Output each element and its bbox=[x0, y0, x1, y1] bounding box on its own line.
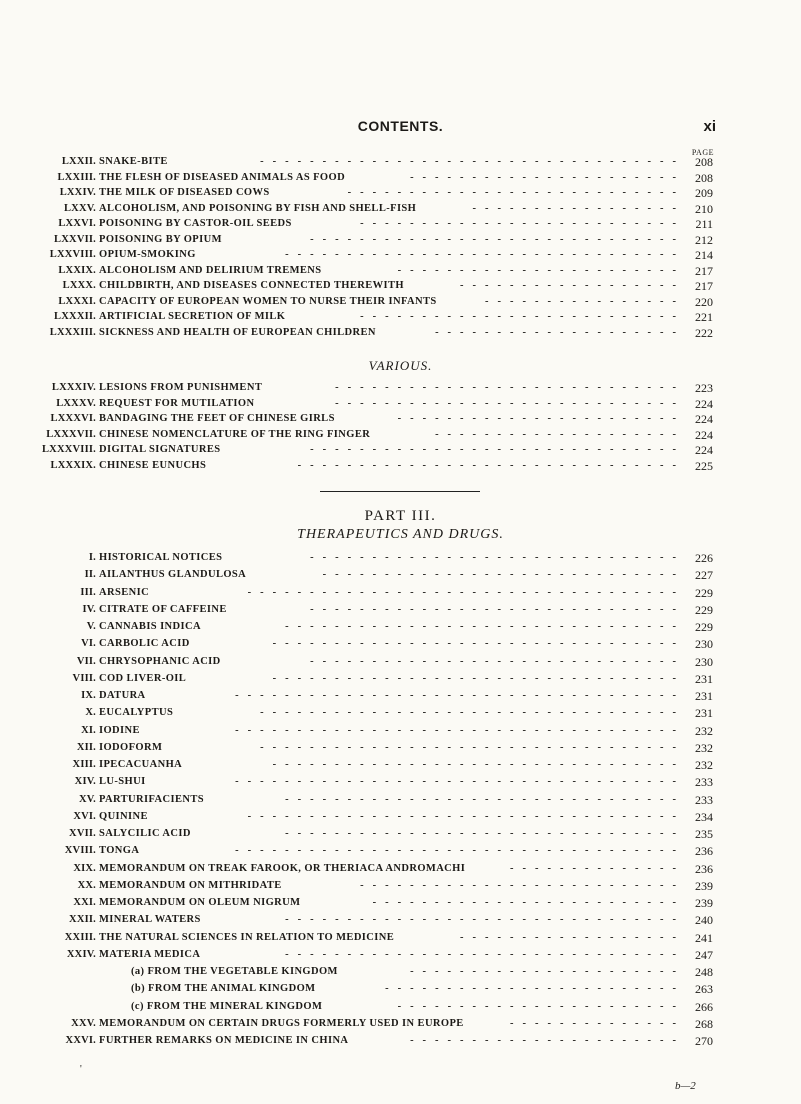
part-subtitle: THERAPEUTICS AND DRUGS. bbox=[297, 527, 504, 542]
leader-dots: ---------------------- bbox=[410, 966, 685, 977]
leader-dots: ---------------------------------- bbox=[260, 707, 685, 719]
entry-number: XXIV. bbox=[66, 948, 96, 960]
entry-title: PARTURIFACIENTS bbox=[99, 793, 205, 805]
contents-entry bbox=[0, 636, 801, 652]
page-header bbox=[0, 118, 801, 140]
entry-page: 247 bbox=[695, 947, 713, 962]
entry-number: LXXXI. bbox=[58, 295, 96, 307]
contents-entry bbox=[0, 826, 801, 842]
entry-number: X. bbox=[85, 707, 96, 719]
contents-entry bbox=[0, 154, 801, 170]
contents-entry bbox=[0, 619, 801, 635]
contents-entry bbox=[0, 757, 801, 773]
entry-page: 234 bbox=[695, 809, 713, 824]
entry-page: 229 bbox=[695, 585, 713, 600]
entry-title: SNAKE-BITE bbox=[99, 156, 168, 167]
contents-entry bbox=[0, 792, 801, 808]
entry-title: DATURA bbox=[99, 690, 146, 701]
leader-dots: ------------------------- bbox=[372, 897, 685, 908]
entry-number: LXXIX. bbox=[58, 264, 96, 276]
entry-page: 241 bbox=[695, 930, 713, 945]
entry-page: 211 bbox=[695, 217, 713, 231]
leader-dots: --------------------------------- bbox=[272, 759, 685, 770]
entry-page: 230 bbox=[695, 654, 713, 669]
contents-entry bbox=[0, 278, 801, 294]
entry-page: 225 bbox=[695, 458, 713, 473]
leader-dots: ------------------ bbox=[460, 931, 685, 943]
entry-page: 239 bbox=[695, 878, 713, 893]
entry-number: LXXII. bbox=[61, 156, 96, 167]
entry-number: LXXVII. bbox=[54, 233, 96, 245]
contents-entry bbox=[0, 170, 801, 186]
entry-number: IX. bbox=[81, 690, 96, 701]
entry-title: OPIUM-SMOKING bbox=[99, 249, 196, 260]
entry-title: IPECACUANHA bbox=[99, 759, 183, 770]
entry-number: LXXVIII. bbox=[49, 249, 96, 260]
entry-number: XXV. bbox=[71, 1017, 96, 1029]
entry-title: (c) FROM THE MINERAL KINGDOM bbox=[131, 1000, 323, 1012]
entry-title: CARBOLIC ACID bbox=[99, 638, 190, 650]
leader-dots: ---------------- bbox=[485, 295, 685, 307]
contents-entry bbox=[0, 396, 801, 412]
entry-number: XXVI. bbox=[65, 1035, 96, 1046]
entry-number: LXXXV. bbox=[56, 397, 96, 409]
leader-dots: ----------------------- bbox=[397, 264, 685, 276]
entry-number: I. bbox=[88, 552, 96, 563]
leader-dots: ---------------------------------- bbox=[260, 741, 685, 753]
leader-dots: ------------------------------ bbox=[310, 552, 685, 563]
page-column-label: PAGE bbox=[691, 148, 714, 157]
entry-page: 226 bbox=[695, 551, 713, 565]
contents-entry bbox=[0, 309, 801, 325]
entry-page: 263 bbox=[695, 982, 713, 997]
entry-page: 240 bbox=[695, 913, 713, 928]
entry-number: XV. bbox=[78, 793, 96, 805]
contents-entry bbox=[0, 427, 801, 443]
entry-title: AILANTHUS GLANDULOSA bbox=[99, 569, 247, 581]
contents-entry bbox=[0, 947, 801, 963]
contents-entry bbox=[0, 458, 801, 474]
contents-entry bbox=[0, 247, 801, 263]
contents-entry bbox=[0, 895, 801, 911]
contents-entry bbox=[0, 1033, 801, 1049]
entry-title: LESIONS FROM PUNISHMENT bbox=[99, 382, 263, 393]
entry-number: XVII. bbox=[69, 828, 96, 839]
entry-page: 233 bbox=[695, 775, 713, 790]
contents-entry bbox=[0, 705, 801, 721]
entry-page: 222 bbox=[695, 325, 713, 340]
entry-title: THE NATURAL SCIENCES IN RELATION TO MEDICINE bbox=[99, 931, 395, 943]
entry-page: 229 bbox=[695, 620, 713, 634]
leader-dots: --------------------------- bbox=[347, 187, 685, 198]
entry-title: CANNABIS INDICA bbox=[99, 621, 201, 632]
entry-title: POISONING BY CASTOR-OIL SEEDS bbox=[99, 218, 292, 229]
entry-page: 232 bbox=[695, 740, 713, 755]
leader-dots: ----------------------- bbox=[397, 413, 685, 424]
entry-number: XIX. bbox=[73, 862, 96, 874]
entry-title: DIGITAL SIGNATURES bbox=[99, 444, 221, 455]
leader-dots: -------------------- bbox=[435, 326, 685, 338]
entry-title: MEMORANDUM ON TREAK FAROOK, OR THERIACA ANDROMACHI bbox=[99, 862, 466, 874]
entry-title: IODOFORM bbox=[99, 741, 163, 753]
contents-entry bbox=[0, 201, 801, 217]
entry-number: LXXXVII. bbox=[46, 428, 96, 440]
contents-entry bbox=[0, 671, 801, 687]
leader-dots: ------------------------ bbox=[385, 983, 685, 995]
entry-number: XXII. bbox=[69, 914, 96, 926]
entry-page: 230 bbox=[695, 637, 713, 652]
entry-page: 224 bbox=[695, 443, 713, 457]
leader-dots: -------------------------------- bbox=[285, 621, 685, 632]
entry-title: CHRYSOPHANIC ACID bbox=[99, 655, 221, 667]
entry-title: MEMORANDUM ON OLEUM NIGRUM bbox=[99, 897, 301, 908]
contents-entry bbox=[0, 550, 801, 566]
contents-entry bbox=[0, 216, 801, 232]
leader-dots: -------------------------- bbox=[360, 311, 685, 322]
entry-page: 231 bbox=[695, 671, 713, 686]
contents-entry bbox=[0, 1016, 801, 1032]
entry-title: CITRATE OF CAFFEINE bbox=[99, 603, 227, 615]
leader-dots: -------------------------------- bbox=[285, 793, 685, 805]
entry-number: XIII. bbox=[72, 759, 96, 770]
contents-entry bbox=[0, 602, 801, 618]
leader-dots: ------------------------------ bbox=[310, 603, 685, 615]
contents-entry bbox=[0, 325, 801, 341]
entry-number: LXXXVIII. bbox=[41, 444, 96, 455]
entry-title: MEMORANDUM ON CERTAIN DRUGS FORMERLY USED IN EUROPE bbox=[99, 1017, 464, 1029]
entry-title: IODINE bbox=[99, 724, 140, 736]
leader-dots: ------------------------------ bbox=[310, 444, 685, 455]
entry-page: 236 bbox=[695, 844, 713, 859]
leader-dots: -------------------------------- bbox=[285, 948, 685, 960]
entry-title: REQUEST FOR MUTILATION bbox=[99, 397, 255, 409]
leader-dots: ----------------------------------- bbox=[247, 586, 685, 598]
entry-title: ARTIFICIAL SECRETION OF MILK bbox=[99, 311, 286, 322]
leader-dots: -------------------------------- bbox=[285, 249, 685, 260]
leader-dots: --------------------------------- bbox=[272, 638, 685, 650]
contents-entry bbox=[0, 930, 801, 946]
entry-number: II. bbox=[84, 569, 96, 581]
contents-entry bbox=[0, 654, 801, 670]
entry-number: LXXXIII. bbox=[49, 326, 96, 338]
entry-page: 224 bbox=[695, 412, 713, 426]
entry-page: 231 bbox=[695, 689, 713, 703]
entry-page: 208 bbox=[695, 155, 713, 169]
entry-page: 266 bbox=[695, 999, 713, 1014]
entry-title: ALCOHOLISM, AND POISONING BY FISH AND SHELL-FISH bbox=[99, 202, 417, 214]
entry-title: CHILDBIRTH, AND DISEASES CONNECTED THEREWITH bbox=[99, 280, 404, 291]
entry-title: THE FLESH OF DISEASED ANIMALS AS FOOD bbox=[99, 171, 346, 183]
entry-title: QUININE bbox=[99, 810, 148, 822]
contents-entry bbox=[0, 567, 801, 583]
margin-mark: ' bbox=[80, 1064, 82, 1075]
entry-page: 248 bbox=[695, 965, 713, 979]
leader-dots: ------------------------------ bbox=[310, 233, 685, 245]
entry-number: LXXXVI. bbox=[50, 413, 96, 424]
contents-entry bbox=[0, 380, 801, 396]
contents-entry bbox=[0, 964, 801, 980]
leader-dots: ----------------------------- bbox=[322, 569, 685, 581]
entry-page: 233 bbox=[695, 792, 713, 807]
entry-page: 214 bbox=[695, 248, 713, 262]
leader-dots: ---------------------------------- bbox=[260, 156, 685, 167]
entry-title: BANDAGING THE FEET OF CHINESE GIRLS bbox=[99, 413, 335, 424]
contents-entry bbox=[0, 999, 801, 1015]
entry-page: 208 bbox=[695, 170, 713, 185]
entry-number: VI. bbox=[81, 638, 96, 650]
entry-title: HISTORICAL NOTICES bbox=[99, 552, 223, 563]
leader-dots: ------------------------------ bbox=[310, 655, 685, 667]
contents-entry bbox=[0, 294, 801, 310]
contents-entry bbox=[0, 411, 801, 427]
leader-dots: ------------------------------- bbox=[297, 459, 685, 471]
leader-dots: ------------------------------------ bbox=[235, 845, 685, 857]
entry-page: 224 bbox=[695, 396, 713, 411]
entry-number: LXXXIV. bbox=[51, 382, 96, 393]
page-number: xi bbox=[703, 118, 716, 135]
entry-page: 239 bbox=[695, 896, 713, 910]
page-title: CONTENTS. bbox=[357, 118, 444, 134]
entry-page: 268 bbox=[695, 1016, 713, 1031]
contents-entry bbox=[0, 585, 801, 601]
contents-entry bbox=[0, 442, 801, 458]
leader-dots: -------------------------------- bbox=[285, 914, 685, 926]
entry-number: LXXXII. bbox=[54, 311, 96, 322]
leader-dots: ----------------- bbox=[472, 202, 685, 214]
contents-entry bbox=[0, 232, 801, 248]
leader-dots: ------------------------------------ bbox=[235, 690, 685, 701]
entry-number: LXXIII. bbox=[57, 171, 96, 183]
contents-entry bbox=[0, 878, 801, 894]
entry-title: (a) FROM THE VEGETABLE KINGDOM bbox=[131, 966, 338, 977]
entry-number: XIV. bbox=[74, 776, 96, 788]
entry-title: SALYCILIC ACID bbox=[99, 828, 191, 839]
entry-number: XVIII. bbox=[64, 845, 96, 857]
contents-entry bbox=[0, 740, 801, 756]
entry-title: FURTHER REMARKS ON MEDICINE IN CHINA bbox=[99, 1035, 349, 1046]
leader-dots: -------------------------- bbox=[360, 879, 685, 891]
entry-page: 221 bbox=[695, 310, 713, 324]
contents-entry bbox=[0, 723, 801, 739]
entry-page: 212 bbox=[695, 232, 713, 247]
entry-page: 224 bbox=[695, 427, 713, 442]
contents-entry bbox=[0, 912, 801, 928]
contents-entry bbox=[0, 861, 801, 877]
entry-title: CHINESE EUNUCHS bbox=[99, 459, 207, 471]
signature-mark: b—2 bbox=[675, 1080, 696, 1092]
leader-dots: ----------------------------------- bbox=[247, 810, 685, 822]
entry-title: CAPACITY OF EUROPEAN WOMEN TO NURSE THEIR INFANTS bbox=[99, 295, 437, 307]
entry-page: 223 bbox=[695, 381, 713, 395]
entry-number: XII. bbox=[76, 741, 96, 753]
leader-dots: ---------------------------- bbox=[335, 397, 685, 409]
leader-dots: -------------------- bbox=[435, 428, 685, 440]
leader-dots: -------------------------------- bbox=[285, 828, 685, 839]
entry-page: 210 bbox=[695, 201, 713, 216]
entry-number: IV. bbox=[82, 603, 96, 615]
entry-title: CHINESE NOMENCLATURE OF THE RING FINGER bbox=[99, 428, 371, 440]
entry-page: 231 bbox=[695, 706, 713, 721]
entry-number: VIII. bbox=[72, 672, 96, 684]
leader-dots: ---------------------- bbox=[410, 1035, 685, 1046]
entry-title: SICKNESS AND HEALTH OF EUROPEAN CHILDREN bbox=[99, 326, 376, 338]
entry-number: VII. bbox=[76, 655, 96, 667]
entry-title: EUCALYPTUS bbox=[99, 707, 174, 719]
entry-page: 232 bbox=[695, 723, 713, 738]
entry-number: XX. bbox=[77, 879, 96, 891]
entry-title: TONGA bbox=[99, 845, 140, 857]
entry-number: V. bbox=[86, 621, 96, 632]
entry-page: 270 bbox=[695, 1034, 713, 1048]
leader-dots: ---------------------- bbox=[410, 171, 685, 183]
entry-page: 232 bbox=[695, 758, 713, 772]
entry-title: MEMORANDUM ON MITHRIDATE bbox=[99, 879, 282, 891]
entry-number: LXXVI. bbox=[58, 218, 96, 229]
entry-page: 227 bbox=[695, 568, 713, 583]
entry-title: THE MILK OF DISEASED COWS bbox=[99, 187, 270, 198]
entry-title: LU-SHUI bbox=[99, 776, 146, 788]
entry-number: XI. bbox=[81, 724, 96, 736]
entry-number: XXI. bbox=[73, 897, 96, 908]
entry-page: 220 bbox=[695, 294, 713, 309]
contents-entry bbox=[0, 185, 801, 201]
leader-dots: ---------------------------- bbox=[335, 382, 685, 393]
entry-number: LXXV. bbox=[63, 202, 96, 214]
leader-dots: -------------- bbox=[510, 862, 685, 874]
contents-entry bbox=[0, 688, 801, 704]
entry-title: MINERAL WATERS bbox=[99, 914, 201, 926]
entry-page: 229 bbox=[695, 602, 713, 617]
leader-dots: ------------------ bbox=[460, 280, 685, 291]
entry-number: LXXX. bbox=[62, 280, 96, 291]
contents-entry bbox=[0, 981, 801, 997]
entry-title: POISONING BY OPIUM bbox=[99, 233, 222, 245]
entry-title: COD LIVER-OIL bbox=[99, 672, 187, 684]
entry-title: MATERIA MEDICA bbox=[99, 948, 201, 960]
entry-page: 209 bbox=[695, 186, 713, 200]
contents-entry bbox=[0, 774, 801, 790]
leader-dots: ------------------------------------ bbox=[235, 724, 685, 736]
entry-number: XVI. bbox=[73, 810, 96, 822]
entry-number: LXXXIX. bbox=[50, 459, 96, 471]
entry-page: 236 bbox=[695, 861, 713, 876]
section-divider bbox=[320, 491, 480, 492]
contents-entry bbox=[0, 809, 801, 825]
entry-number: LXXIV. bbox=[59, 187, 96, 198]
leader-dots: -------------------------- bbox=[360, 218, 685, 229]
various-heading: VARIOUS. bbox=[368, 358, 433, 373]
leader-dots: ----------------------- bbox=[397, 1000, 685, 1012]
contents-entry bbox=[0, 843, 801, 859]
entry-number: III. bbox=[80, 586, 96, 598]
entry-number: XXIII. bbox=[64, 931, 96, 943]
entry-title: ALCOHOLISM AND DELIRIUM TREMENS bbox=[99, 264, 322, 276]
leader-dots: -------------- bbox=[510, 1017, 685, 1029]
entry-page: 235 bbox=[695, 827, 713, 841]
entry-page: 217 bbox=[695, 263, 713, 278]
entry-title: ARSENIC bbox=[99, 586, 150, 598]
entry-page: 217 bbox=[695, 279, 713, 293]
leader-dots: --------------------------------- bbox=[272, 672, 685, 684]
leader-dots: ------------------------------------ bbox=[235, 776, 685, 788]
entry-title: (b) FROM THE ANIMAL KINGDOM bbox=[131, 983, 316, 995]
part-title: PART III. bbox=[364, 508, 437, 524]
contents-entry bbox=[0, 263, 801, 279]
